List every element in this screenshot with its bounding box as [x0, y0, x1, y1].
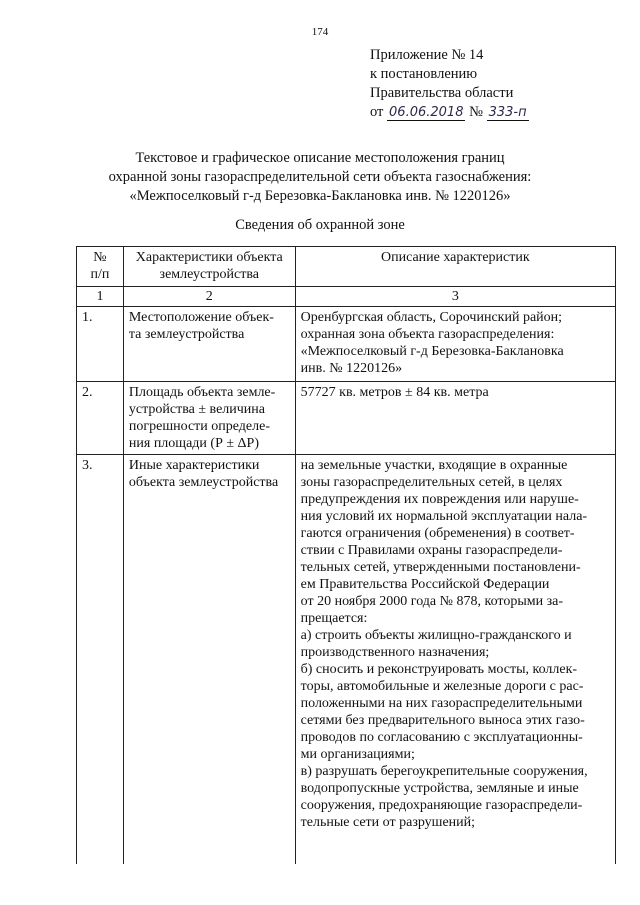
- table-row: [77, 382, 616, 455]
- row-description: на земельные участки, входящие в охранные зоны газораспределительных сетей, в целях предупреждения их повреждения или наруше- ния условий их нормальной эксплуатации нала- гаются ограничения (обременения) в соответ- ствии с Правилами охраны газораспредели- тельных сетей, утвержденными постановлени- ем Правительства Российской Федерации от 20 ноября 2000 года № 878, которыми за- прещается: а) строить объекты жилищно-гражданского и производственного назначения; б) сносить и реконструировать мосты, коллек- торы, автомобильные и железные дороги с рас- положенными на них газораспределительными сетями без предварительного выноса этих газо- проводов по согласованию с эксплуатационны- ми организациями; в) разрушать берегоукрепительные сооружения, водопропускные устройства, земляные и иные сооружения, предохраняющие газораспредели- тельные сети от разрушений;: [295, 455, 615, 865]
- title-line-3: «Межпоселковый г-д Березовка-Баклановка инв. № 1220126»: [129, 188, 511, 204]
- header-number: № п/п: [77, 247, 124, 287]
- row-characteristic: Местоположение объек- та землеустройства: [123, 307, 295, 382]
- table-row: [77, 455, 616, 865]
- column-number-row: [77, 287, 616, 307]
- appendix-block: [370, 46, 529, 122]
- row-number: 1.: [77, 307, 124, 382]
- appendix-line-3: Правительства области: [370, 85, 514, 101]
- document-title: [0, 149, 640, 206]
- section-title: Сведения об охранной зоне: [235, 217, 405, 233]
- appendix-line-2: к постановлению: [370, 66, 478, 82]
- appendix-date-line: [370, 103, 529, 122]
- column-number: 3: [295, 287, 615, 307]
- row-description: 57727 кв. метров ± 84 кв. метра: [295, 382, 615, 455]
- handwritten-date: 06.06.2018: [389, 105, 464, 120]
- row-characteristic: Площадь объекта земле- устройства ± величина погрешности определе- ния площади (Р ± ΔР): [123, 382, 295, 455]
- handwritten-number: 333-п: [488, 105, 527, 120]
- row-characteristic: Иные характеристики объекта землеустройства: [123, 455, 295, 865]
- table-header-row: [77, 247, 616, 287]
- row-number: 2.: [77, 382, 124, 455]
- page-number: 174: [311, 26, 329, 38]
- from-prefix: от: [370, 104, 384, 120]
- row-description: Оренбургская область, Сорочинский район; охранная зона объекта газораспределения: «Межпоселковый г-д Березовка-Баклановка инв. № 1220126»: [295, 307, 615, 382]
- column-number: 2: [123, 287, 295, 307]
- table-row: [77, 307, 616, 382]
- title-line-2: охранной зоны газораспределительной сети объекта газоснабжения:: [108, 169, 532, 185]
- protection-zone-table: [76, 246, 616, 864]
- row-number: 3.: [77, 455, 124, 865]
- number-prefix: №: [469, 104, 483, 120]
- title-line-1: Текстовое и графическое описание местоположения границ: [135, 150, 505, 166]
- header-characteristic: Характеристики объекта землеустройства: [123, 247, 295, 287]
- header-description: Описание характеристик: [295, 247, 615, 287]
- appendix-line-1: Приложение № 14: [370, 47, 484, 63]
- column-number: 1: [77, 287, 124, 307]
